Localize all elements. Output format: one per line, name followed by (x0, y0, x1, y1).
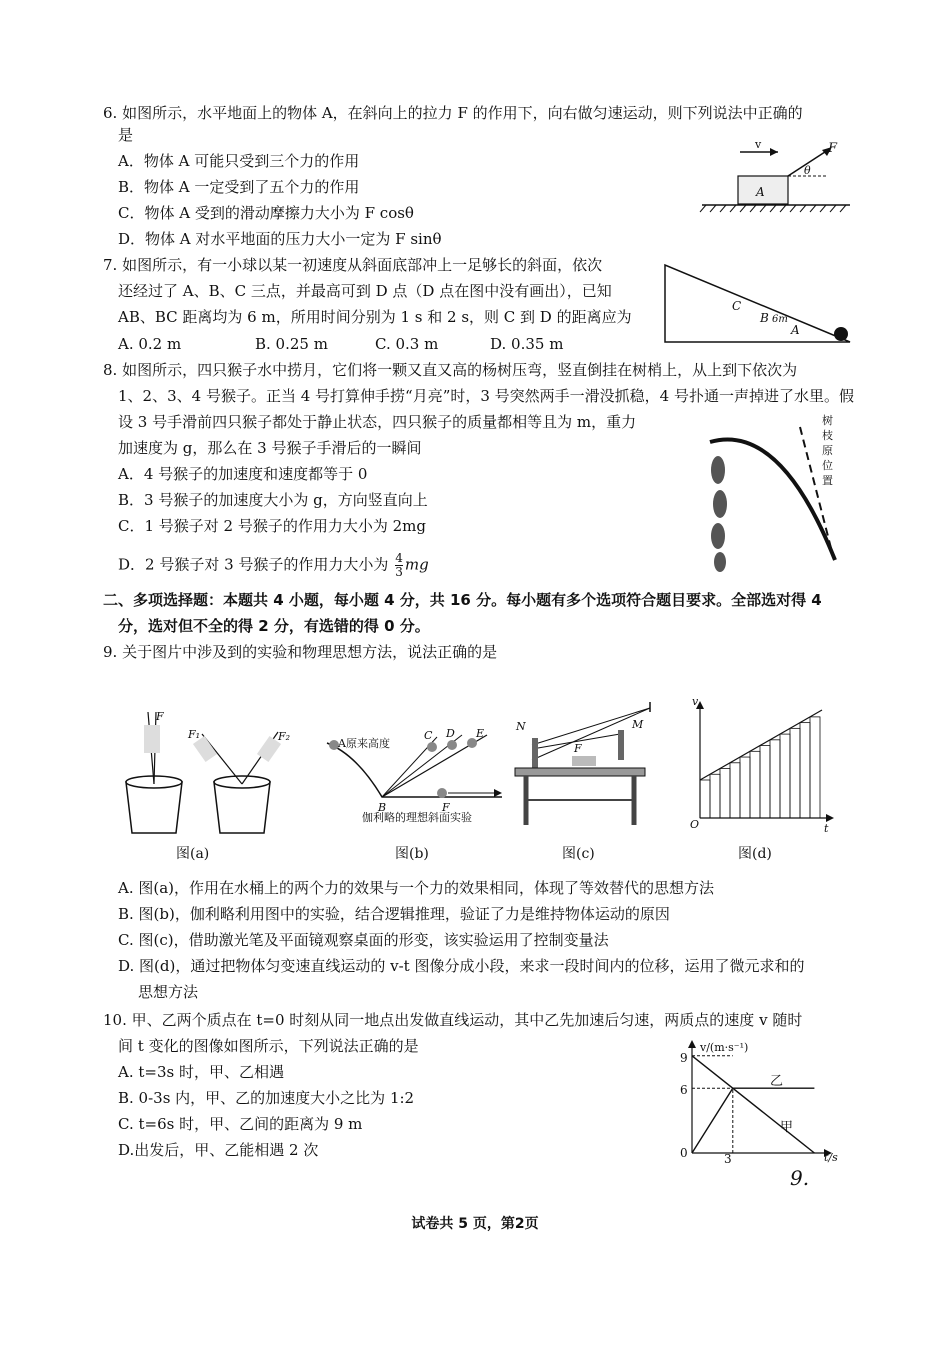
q6-option-a: A．物体 A 可能只受到三个力的作用 (118, 152, 360, 170)
fig-a-f1: F₁ (188, 728, 201, 741)
q10-option-c: C. t=6s 时，甲、乙间的距离为 9 m (118, 1115, 363, 1133)
q7-option-c: C. 0.3 m (375, 335, 439, 353)
fig-b-e: E (476, 727, 485, 740)
chart-xlabel: t/s (824, 1151, 838, 1164)
q7-figure (660, 260, 860, 350)
hand-icon (144, 725, 160, 753)
fig-c-f: F (574, 742, 582, 755)
q7-fig-6m: 6m (772, 314, 788, 325)
q10-vt-chart (678, 1035, 848, 1190)
q8-stem-line4: 加速度为 g，那么在 3 号猴子手滑后的一瞬间 (118, 439, 422, 457)
q9-caption-b: 图(b) (395, 846, 429, 862)
q9-option-b: B. 图(b)，伽利略利用图中的实验，结合逻辑推理，验证了力是维持物体运动的原因 (118, 905, 670, 923)
q10-option-a: A. t=3s 时，甲、乙相遇 (118, 1063, 284, 1081)
q9-caption-c: 图(c) (562, 846, 595, 862)
q8-fraction-den: 3 (395, 565, 403, 579)
q10-option-d: D.出发后，甲、乙能相遇 2 次 (118, 1141, 319, 1159)
press-hand-icon (572, 756, 596, 766)
chart-series-jia: 甲 (780, 1120, 794, 1135)
fig-b-a: A原来高度 (338, 737, 390, 750)
q10-stem-line2: 间 t 变化的图像如图所示，下列说法正确的是 (118, 1037, 419, 1055)
q7-fig-b: B (760, 311, 769, 325)
strip-4 (740, 757, 750, 818)
fig-b-note: 伽利略的理想斜面实验 (362, 811, 472, 824)
q7-stem-line1: 7. 如图所示，有一小球以某一初速度从斜面底部冲上一足够长的斜面，依次 (103, 256, 603, 274)
q9-stem: 9. 关于图片中涉及到的实验和物理思想方法，说法正确的是 (103, 643, 498, 661)
q9-figure-b (322, 725, 507, 825)
chart-xtick-3: 3 (724, 1152, 732, 1166)
q8-stem-line2: 1、2、3、4 号猴子。正当 4 号打算伸手捞“月亮”时，3 号突然两手一滑没抓稳，4 号扑通一声掉进了水里。假 (118, 387, 854, 405)
q9-figure-d (690, 695, 840, 835)
chart-origin: 0 (680, 1146, 688, 1160)
fig-a-f2: F₂ (278, 730, 291, 743)
strip-3 (730, 763, 740, 818)
section2-header-line1: 二、多项选择题：本题共 4 小题，每小题 4 分，共 16 分。每小题有多个选项符合题目要求。全部选对得 4 (103, 591, 822, 609)
fig-b-c: C (424, 729, 433, 742)
fig-d-t: t (824, 822, 829, 835)
q8-figure (700, 412, 850, 582)
q6-option-b: B．物体 A 一定受到了五个力的作用 (118, 178, 360, 196)
strip-11 (810, 717, 820, 818)
q7-option-b: B. 0.25 m (255, 335, 328, 353)
q8-option-b: B．3 号猴子的加速度大小为 g，方向竖直向上 (118, 491, 428, 509)
q6-fig-a: A (756, 185, 765, 199)
q7-option-a: A. 0.2 m (118, 335, 182, 353)
tree-label-1: 树 (822, 414, 833, 427)
monkeys-icon (711, 456, 727, 572)
q9-figure-a (118, 700, 291, 840)
handwritten-9: 9. (790, 1166, 810, 1190)
q8-option-d-unit: mg (404, 555, 429, 574)
fig-c-n: N (516, 720, 526, 733)
series-line-乙 (692, 1088, 814, 1153)
q9-caption-a: 图(a) (176, 846, 210, 862)
q6-fig-f: F (828, 141, 838, 156)
chart-ytick-6: 6 (680, 1083, 688, 1097)
q6-option-c: C．物体 A 受到的滑动摩擦力大小为 F cosθ (118, 204, 414, 222)
fig-d-v: v (692, 695, 699, 708)
q7-fig-a: A (791, 323, 800, 337)
page-footer: 试卷共 5 页，第2页 (411, 1216, 539, 1232)
chart-ylabel: v/(m·s⁻¹) (700, 1041, 749, 1054)
q7-stem-line3: AB、BC 距离均为 6 m，所用时间分别为 1 s 和 2 s，则 C 到 D 的距离应为 (118, 308, 632, 326)
strip-2 (720, 769, 730, 818)
strip-6 (760, 746, 770, 818)
fig-a-f: F (156, 710, 164, 723)
tree-label-4: 位 (822, 459, 833, 472)
q9-option-d: D. 图(d)，通过把物体匀变速直线运动的 v-t 图像分成小段，来求一段时间内的位移，运用了微元求和的 (118, 957, 805, 975)
q9-option-d-cont: 思想方法 (138, 983, 199, 1001)
q8-option-d (118, 552, 429, 579)
tree-label-3: 原 (822, 444, 833, 457)
q6-figure (700, 138, 860, 218)
q8-option-a: A．4 号猴子的加速度和速度都等于 0 (118, 465, 368, 483)
chart-series-yi: 乙 (770, 1074, 784, 1089)
q7-stem-line2: 还经过了 A、B、C 三点，并最高可到 D 点（D 点在图中没有画出），已知 (118, 282, 612, 300)
fig-b-f: F (442, 801, 450, 814)
tree-label-2: 枝 (822, 429, 833, 442)
strip-9 (790, 728, 800, 818)
strip-5 (750, 751, 760, 818)
q9-option-a: A. 图(a)，作用在水桶上的两个力的效果与一个力的效果相同，体现了等效替代的思想方法 (118, 879, 715, 897)
strip-0 (700, 780, 710, 818)
chart-ytick-9: 9 (680, 1051, 688, 1065)
q7-option-d: D. 0.35 m (490, 335, 564, 353)
q6-fig-theta: θ (804, 164, 811, 177)
q8-option-c: C．1 号猴子对 2 号猴子的作用力大小为 2mg (118, 517, 427, 535)
q6-stem-line2: 是 (118, 126, 134, 144)
fig-d-o: O (690, 818, 700, 831)
tree-label-5: 置 (822, 474, 833, 487)
fig-c-m: M (632, 718, 644, 731)
q7-fig-c: C (732, 299, 742, 313)
series-line-甲 (692, 1056, 814, 1153)
strip-1 (710, 774, 720, 818)
q8-stem-line3: 设 3 号手滑前四只猴子都处于静止状态，四只猴子的质量都相等且为 m，重力 (118, 413, 637, 431)
strip-10 (800, 723, 810, 818)
q8-option-d-text: D．2 号猴子对 3 号猴子的作用力大小为 (118, 555, 389, 574)
q8-fraction-num: 4 (395, 551, 403, 565)
q6-stem-line1: 6. 如图所示，水平地面上的物体 A，在斜向上的拉力 F 的作用下，向右做匀速运动，则下列说法中正确的 (103, 104, 803, 122)
section2-header-line2: 分，选对但不全的得 2 分，有选错的得 0 分。 (118, 617, 430, 635)
q6-option-d: D．物体 A 对水平地面的压力大小一定为 F sinθ (118, 230, 442, 248)
fig-b-d: D (446, 727, 455, 740)
q9-figure-c (510, 700, 660, 830)
fig-b-b: B (378, 801, 387, 814)
q10-option-b: B. 0-3s 内，甲、乙的加速度大小之比为 1:2 (118, 1089, 415, 1107)
q6-fig-v: v (755, 138, 762, 151)
strip-8 (780, 734, 790, 818)
q9-option-c: C. 图(c)，借助激光笔及平面镜观察桌面的形变，该实验运用了控制变量法 (118, 931, 609, 949)
strip-7 (770, 740, 780, 818)
q9-caption-d: 图(d) (738, 846, 772, 862)
q10-stem-line1: 10. 甲、乙两个质点在 t=0 时刻从同一地点出发做直线运动，其中乙先加速后匀速，两质点的速度 v 随时 (103, 1011, 803, 1029)
q8-stem-line1: 8. 如图所示，四只猴子水中捞月，它们将一颗又直又高的杨树压弯，竖直倒挂在树梢上，从上到下依次为 (103, 361, 798, 379)
